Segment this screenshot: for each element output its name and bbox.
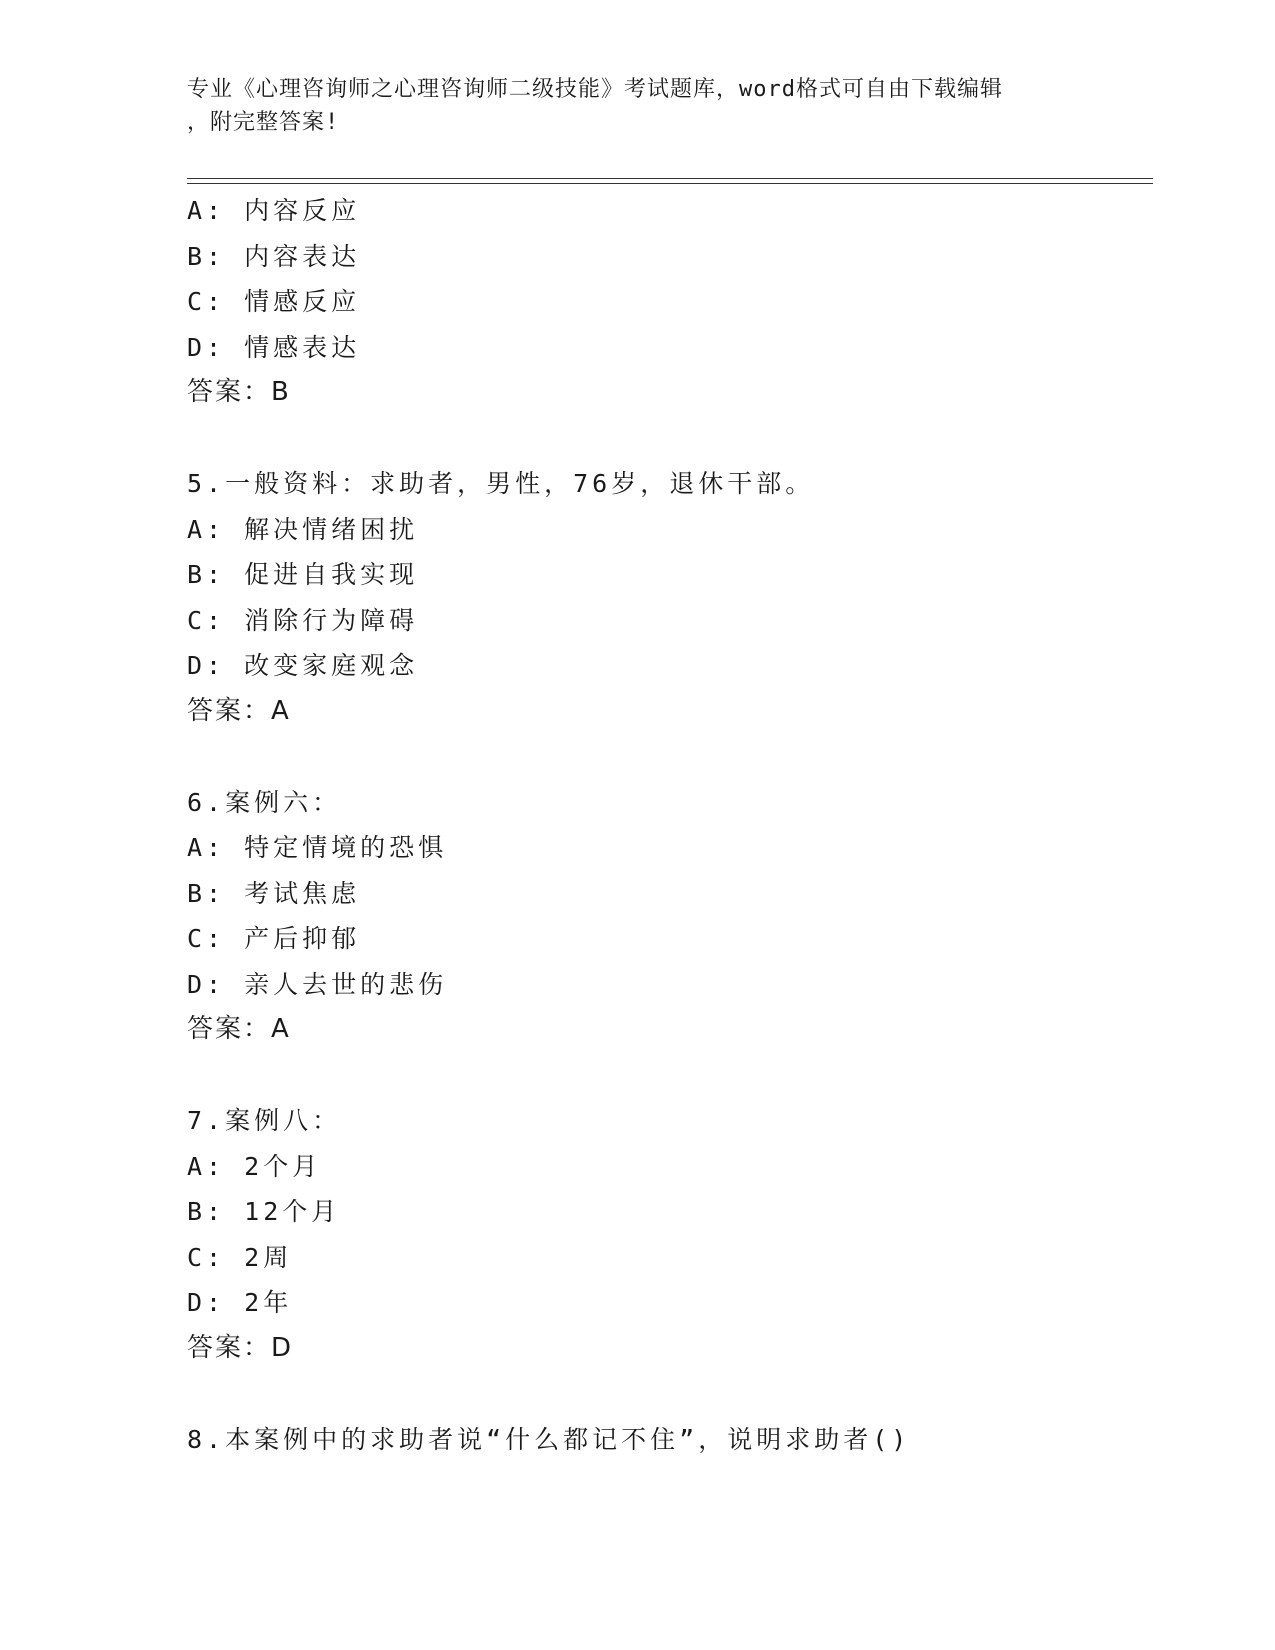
question-block-5 <box>187 461 1147 734</box>
document-header <box>187 73 1087 139</box>
option-b: B: 12个月 <box>187 1197 341 1226</box>
answer-line: 答案：A <box>187 1014 291 1044</box>
question-text: 6.案例六： <box>187 787 342 817</box>
header-line-2: ，附完整答案! <box>187 110 340 135</box>
question-block-6 <box>187 780 1147 1053</box>
option-c: C: 2周 <box>187 1242 293 1272</box>
option-d: D: 2年 <box>187 1288 293 1317</box>
option-d: D: 亲人去世的悲伤 <box>187 969 448 999</box>
option-c: C: 消除行为障碍 <box>187 605 419 635</box>
question-block-7 <box>187 1098 1147 1371</box>
option-a: A: 内容反应 <box>187 196 361 225</box>
question-text: 5.一般资料：求助者，男性，76岁，退休干部。 <box>187 469 815 498</box>
option-c: C: 产后抑郁 <box>187 924 361 953</box>
option-b: B: 促进自我实现 <box>187 560 419 589</box>
option-d: D: 情感表达 <box>187 332 361 362</box>
question-text: 8.本案例中的求助者说“什么都记不住”，说明求助者() <box>187 1424 911 1454</box>
option-a: A: 特定情境的恐惧 <box>187 833 448 862</box>
header-rule-bottom <box>187 183 1153 184</box>
question-list <box>187 188 1147 1462</box>
header-line-1: 专业《心理咨询师之心理咨询师二级技能》考试题库，word格式可自由下载编辑 <box>187 77 1003 102</box>
option-b: B: 考试焦虑 <box>187 878 361 908</box>
question-block-4 <box>187 188 1147 416</box>
answer-line: 答案：A <box>187 695 291 726</box>
option-d: D: 改变家庭观念 <box>187 651 419 680</box>
option-a: A: 2个月 <box>187 1151 322 1181</box>
question-block-8 <box>187 1417 1147 1463</box>
header-rule-top <box>187 178 1153 179</box>
question-text: 7.案例八： <box>187 1106 342 1135</box>
option-b: B: 内容表达 <box>187 241 361 271</box>
option-c: C: 情感反应 <box>187 287 361 316</box>
answer-line: 答案：B <box>187 377 291 407</box>
answer-line: 答案：D <box>187 1332 294 1363</box>
option-a: A: 解决情绪困扰 <box>187 514 419 544</box>
